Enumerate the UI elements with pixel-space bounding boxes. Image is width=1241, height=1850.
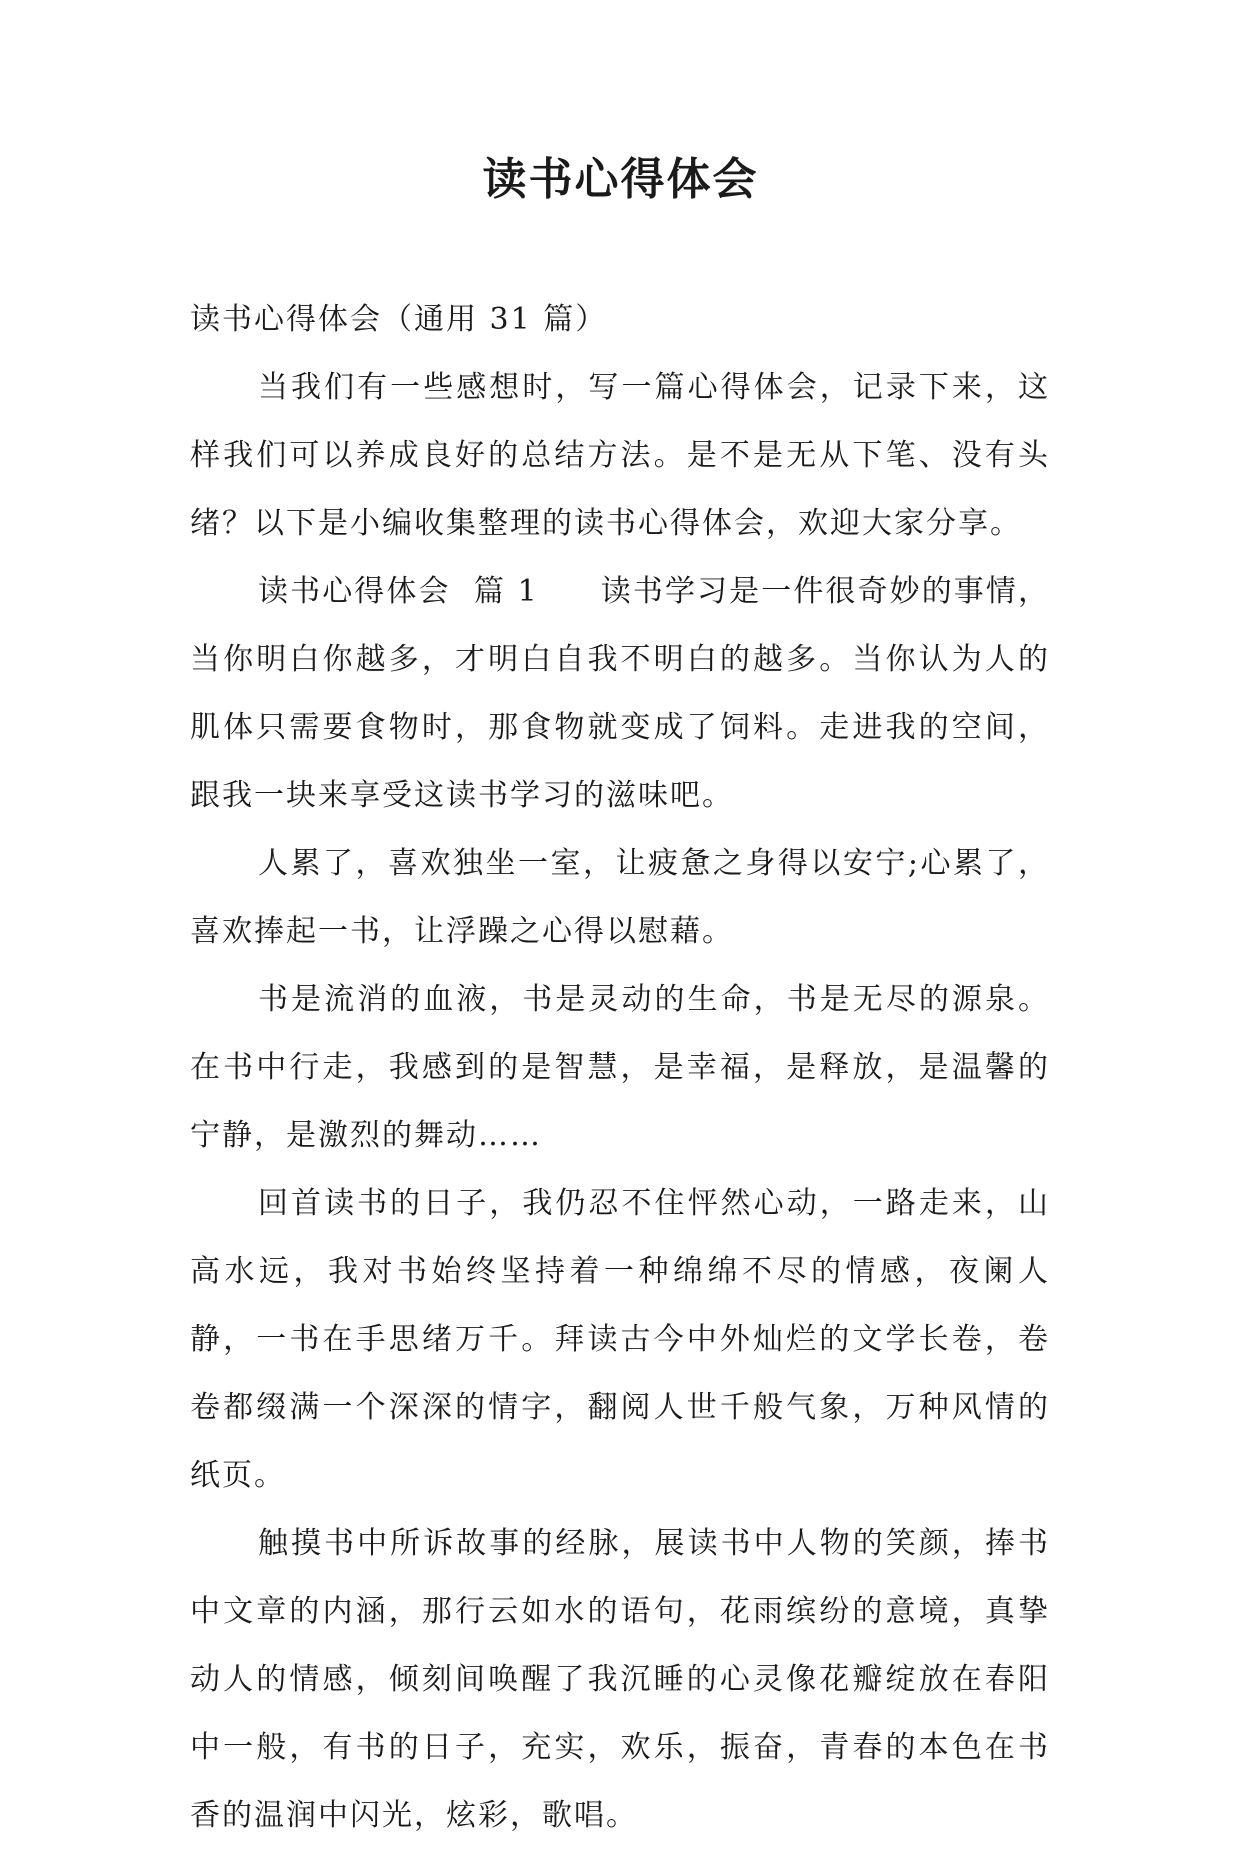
section-first-paragraph (190, 558, 1050, 830)
body-paragraph: 回首读书的日子，我仍忍不住怦然心动，一路走来，山高水远，我对书始终坚持着一种绵绵不尽的情感，夜阑人静，一书在手思绪万千。拜读古今中外灿烂的文学长卷，卷卷都缀满一个深深的情字，翻阅人世千般气象，万种风情的纸页。 (190, 1186, 1050, 1493)
body-paragraph: 读书学习是一件很奇妙的事情，当你明白你越多，才明白自我不明白的越多。当你认为人的肌体只需要食物时，那食物就变成了饲料。走进我的空间，跟我一块来享受这读书学习的滋味吧。 (190, 574, 1050, 813)
document-subtitle: 读书心得体会（通用 31 篇） (190, 302, 608, 337)
body-paragraph: 人累了，喜欢独坐一室，让疲惫之身得以安宁;心累了，喜欢捧起一书，让浮躁之心得以慰藉。 (190, 846, 1050, 949)
body-paragraph: 书是流消的血液，书是灵动的生命，书是无尽的源泉。在书中行走，我感到的是智慧，是幸福，是释放，是温馨的宁静，是激烈的舞动…… (190, 982, 1050, 1153)
section-heading: 读书心得体会 篇 1 (258, 574, 539, 609)
intro-paragraph: 当我们有一些感想时，写一篇心得体会，记录下来，这样我们可以养成良好的总结方法。是不是无从下笔、没有头绪？以下是小编收集整理的读书心得体会，欢迎大家分享。 (190, 370, 1050, 541)
body-paragraph: 触摸书中所诉故事的经脉，展读书中人物的笑颜，捧书中文章的内涵，那行云如水的语句，花雨缤纷的意境，真挚动人的情感，倾刻间唤醒了我沉睡的心灵像花瓣绽放在春阳中一般，有书的日子，充实，欢乐，振奋，青春的本色在书香的温润中闪光，炫彩，歌唱。 (190, 1526, 1050, 1833)
document-body (190, 286, 1050, 1850)
document-title: 读书心得体会 (482, 154, 759, 205)
